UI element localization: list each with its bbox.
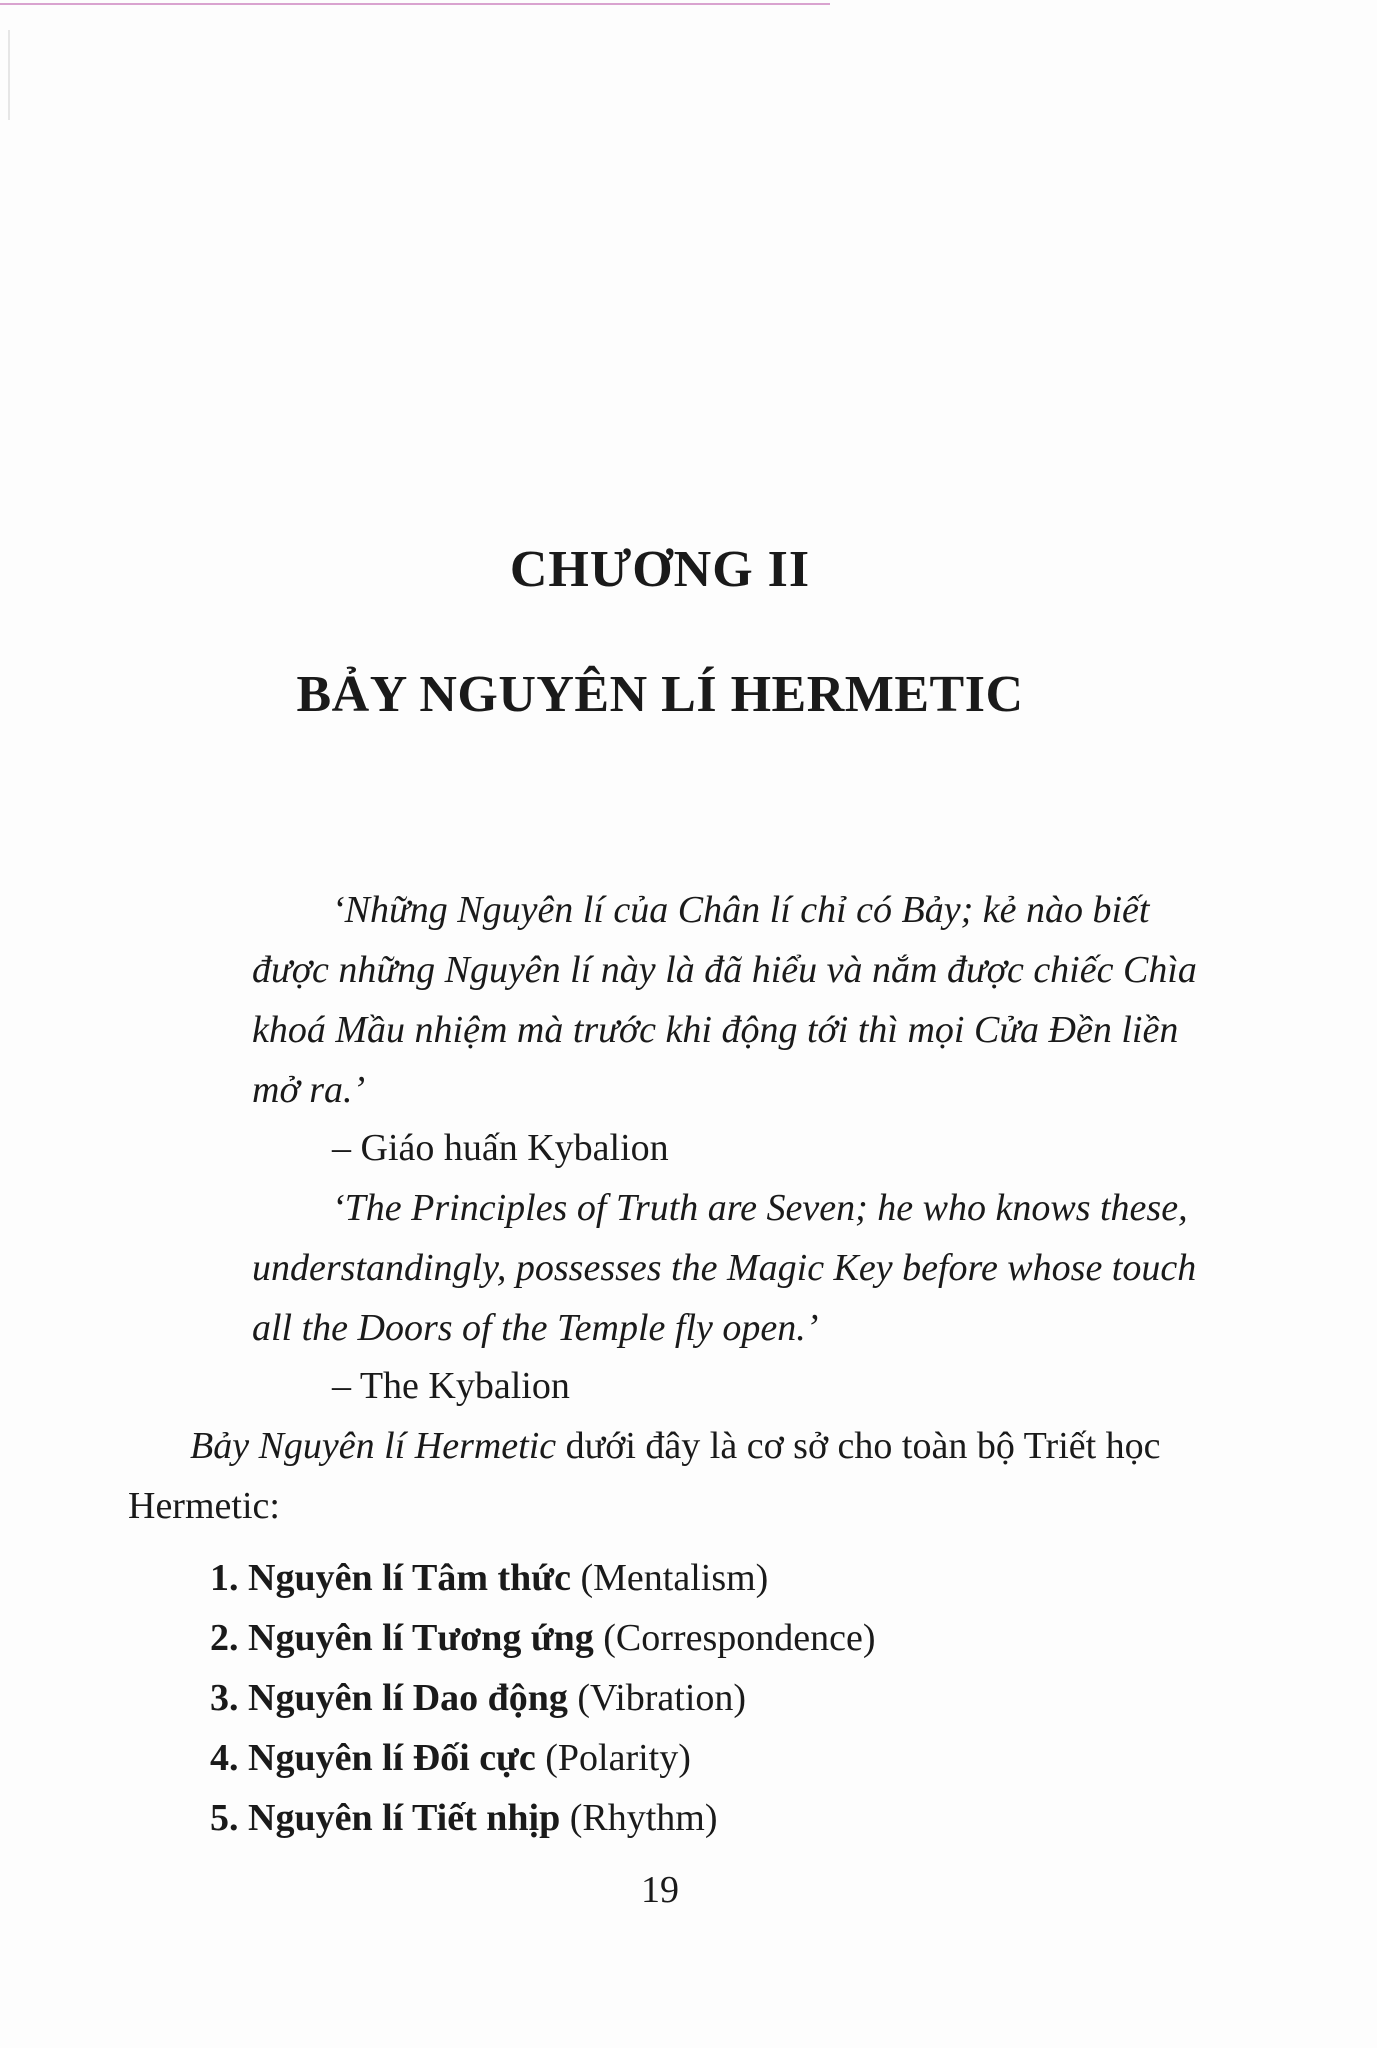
principle-number: 2. bbox=[210, 1617, 239, 1659]
list-item bbox=[210, 1728, 876, 1788]
principle-name: Nguyên lí Dao động bbox=[248, 1677, 568, 1719]
principle-name: Nguyên lí Tiết nhịp bbox=[248, 1797, 561, 1839]
intro-paragraph bbox=[128, 1416, 1228, 1536]
list-item bbox=[210, 1788, 876, 1848]
chapter-title: BẢY NGUYÊN LÍ HERMETIC bbox=[296, 666, 1024, 723]
principle-english: (Vibration) bbox=[577, 1677, 747, 1719]
list-item bbox=[210, 1548, 876, 1608]
page-number: 19 bbox=[641, 1869, 679, 1911]
principle-english: (Correspondence) bbox=[603, 1617, 876, 1659]
intro-text: dưới đây là cơ sở cho toàn bộ Triết học Hermetic: bbox=[128, 1425, 1161, 1527]
principle-number: 1. bbox=[210, 1557, 239, 1599]
principle-number: 4. bbox=[210, 1737, 239, 1779]
principle-name: Nguyên lí Tương ứng bbox=[248, 1617, 594, 1659]
epigraph-vietnamese-attribution: – Giáo huấn Kybalion bbox=[332, 1127, 669, 1169]
chapter-heading: CHƯƠNG II bbox=[509, 541, 811, 598]
principle-number: 5. bbox=[210, 1797, 239, 1839]
principle-english: (Rhythm) bbox=[569, 1797, 718, 1839]
epigraph-english-attribution: – The Kybalion bbox=[332, 1365, 570, 1407]
scan-edge-line bbox=[0, 3, 830, 5]
principles-list bbox=[210, 1548, 876, 1848]
intro-italic-term: Bảy Nguyên lí Hermetic bbox=[190, 1425, 557, 1467]
epigraph-english: ‘The Principles of Truth are Seven; he who knows these, understandingly, possesses the Magic Key before whose touch all the Doors of the Temple fly open.’ bbox=[252, 1187, 1197, 1349]
list-item bbox=[210, 1668, 876, 1728]
scan-margin-mark bbox=[8, 30, 10, 120]
principle-name: Nguyên lí Đối cực bbox=[248, 1737, 536, 1779]
principle-name: Nguyên lí Tâm thức bbox=[248, 1557, 571, 1599]
principle-english: (Polarity) bbox=[545, 1737, 691, 1779]
epigraph-vietnamese: ‘Những Nguyên lí của Chân lí chỉ có Bảy; kẻ nào biết được những Nguyên lí này là đã hiểu và nắm được chiếc Chìa khoá Mầu nhiệm mà trước khi động tới thì mọi Cửa Đền liền mở ra.’ bbox=[252, 889, 1197, 1111]
list-item bbox=[210, 1608, 876, 1668]
principle-english: (Mentalism) bbox=[580, 1557, 769, 1599]
principle-number: 3. bbox=[210, 1677, 239, 1719]
